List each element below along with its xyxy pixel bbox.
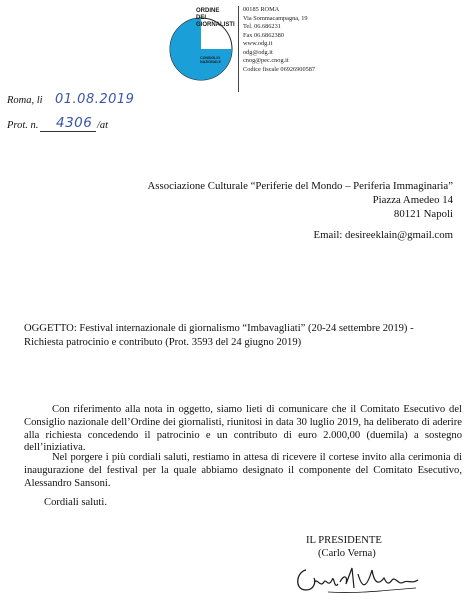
- recipient-street: Piazza Amedeo 14: [372, 194, 453, 206]
- subject-label: OGGETTO:: [24, 323, 77, 334]
- body-paragraph-1: Con riferimento alla nota in oggetto, siamo lieti di comunicare che il Comitato Esecutivo del Consiglio nazionale dell’Ordine dei giornalisti, riunitosi in data 30 luglio 2019, ha deliberato di aderire alla richiesta concedendo il patrocinio e un contributo di euro 2.000,00 (duemila) a sostegno dell’iniziativa.: [24, 404, 462, 454]
- address-line: www.odg.it: [243, 40, 273, 47]
- letterhead-address: [243, 6, 315, 74]
- address-line: 00185 ROMA: [243, 6, 280, 13]
- address-line: Via Sommacampagna, 19: [243, 14, 308, 22]
- protocol-label: Prot. n.: [7, 120, 39, 131]
- closing-salutation: Cordiali saluti.: [44, 497, 107, 508]
- protocol-suffix: /at: [97, 120, 109, 131]
- recipient-city: 80121 Napoli: [393, 208, 453, 220]
- place-label: Roma, li: [7, 95, 43, 106]
- signer-title: IL PRESIDENTE: [306, 535, 382, 546]
- body-paragraph-2: Nel porgere i più cordiali saluti, restiamo in attesa di ricevere il cortese invito alla cerimonia di inaugurazione del festival per la quale abbiamo designato il componente del Comitato Esecutivo, Alessandro Sansoni.: [24, 452, 462, 489]
- handwritten-signature: [288, 560, 428, 596]
- recipient-email: Email: desireeklain@gmail.com: [313, 229, 453, 241]
- logo-org-name: ORDINE DEI GIORNALISTI: [196, 8, 235, 28]
- logo-sub-text: CONSIGLIO NAZIONALE: [200, 56, 221, 65]
- recipient-name: Associazione Culturale “Periferie del Mondo – Periferia Immaginaria”: [147, 180, 453, 192]
- subject-text: Festival internazionale di giornalismo “Imbavagliati” (20-24 settembre 2019) - Richiesta patrocinio e contributo (Prot. 3593 del 24 giugno 2019): [24, 323, 414, 348]
- letterhead-divider: [238, 6, 239, 92]
- signer-name: (Carlo Verna): [318, 548, 376, 559]
- address-line: Tel. 06.686231: [243, 23, 281, 30]
- subject-line: [24, 322, 444, 350]
- handwritten-protocol-number: 4306: [56, 115, 93, 131]
- address-line: cnog@pec.cnog.it: [243, 57, 289, 64]
- address-line: odg@odg.it: [243, 48, 273, 56]
- address-line: Codice fiscale 06926900587: [243, 65, 316, 73]
- handwritten-date: 01.08.2019: [55, 92, 135, 107]
- address-line: Fax 06.6862380: [243, 31, 284, 39]
- protocol-underline: [40, 131, 96, 132]
